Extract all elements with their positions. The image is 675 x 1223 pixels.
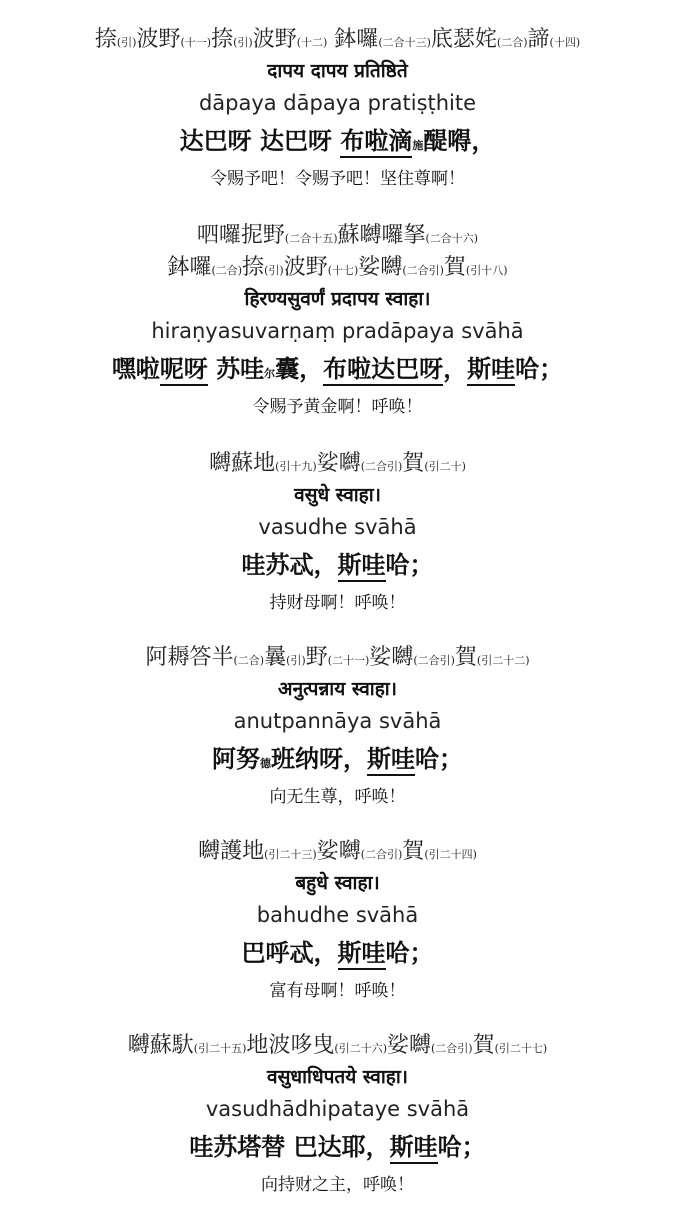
text-segment: 賀 (402, 451, 425, 476)
text-segment: 野 (305, 645, 328, 670)
small-annotation: (二合) (211, 264, 243, 277)
small-annotation: (十四) (549, 36, 581, 49)
mantra-stanza-3 (0, 448, 675, 620)
classical-chinese-line (0, 448, 675, 480)
small-annotation: (引十八) (465, 264, 508, 277)
small-annotation: (引) (264, 264, 284, 277)
romanized-line: anutpannāya svāhā (233, 709, 442, 733)
small-annotation: (二合引) (360, 848, 403, 861)
small-annotation: (引十九) (275, 460, 317, 473)
underlined-syllables: 呢呀 (160, 354, 208, 386)
underlined-syllables: 斯哇 (338, 550, 386, 582)
text-segment: 苏哇 (207, 354, 265, 383)
small-annotation: 德 (260, 757, 271, 770)
devanagari-line: बहुधे स्वाहा। (295, 872, 380, 894)
text-segment: 阿耨答半 (145, 645, 234, 670)
transcription-line (0, 932, 675, 974)
classical-chinese-line (0, 642, 675, 674)
text-segment: 娑嚩 (358, 255, 403, 280)
underlined-syllables: 布啦滴 (340, 126, 412, 158)
text-segment: 賀 (402, 839, 425, 864)
small-annotation: (二十一) (327, 654, 370, 667)
mantra-stanza-5 (0, 836, 675, 1008)
text-segment: 賀 (454, 645, 477, 670)
small-annotation: (十二) (296, 36, 328, 49)
small-annotation: (引) (116, 36, 137, 49)
small-annotation: (引二十六) (334, 1042, 387, 1055)
small-annotation: (引二十七) (494, 1042, 548, 1055)
small-annotation: (引二十二) (476, 654, 530, 667)
text-segment: 哈； (385, 938, 434, 967)
classical-chinese-line (0, 24, 675, 56)
text-segment: 捺 (94, 27, 117, 52)
text-segment: 嚩蘇馱 (127, 1033, 194, 1058)
underlined-syllables: 斯哇 (338, 938, 386, 970)
text-segment: 捺 (211, 27, 234, 52)
text-segment: 蘇嚩囉拏 (337, 223, 426, 248)
gloss-line: 持财母啊！呼唤！ (269, 593, 406, 613)
small-annotation: (引二十五) (193, 1042, 247, 1055)
text-segment: 娑嚩 (369, 645, 414, 670)
transcription-line (0, 544, 675, 586)
transcription-line (0, 738, 675, 780)
small-annotation: (十一) (180, 36, 212, 49)
classical-chinese-line (0, 220, 675, 252)
text-segment: 諦 (527, 27, 550, 52)
text-segment: 娑嚩 (387, 1033, 432, 1058)
mantra-stanza-1 (0, 24, 675, 196)
classical-chinese-line (0, 836, 675, 868)
small-annotation: (二合十三) (378, 36, 431, 49)
mantra-stanza-6 (0, 1030, 675, 1202)
text-segment: 呬囉抳野 (196, 223, 285, 248)
small-annotation: (引) (286, 654, 306, 667)
text-segment: 醍嘚， (423, 126, 496, 155)
romanized-line: vasudhe svāhā (258, 515, 417, 539)
small-annotation: (十七) (327, 264, 359, 277)
romanized-line: dāpaya dāpaya pratiṣṭhite (198, 91, 477, 115)
devanagari-line: अनुत्पन्नाय स्वाहा। (278, 678, 397, 700)
gloss-line: 富有母啊！呼唤！ (269, 981, 406, 1001)
gloss-line: 向无生尊，呼唤！ (269, 787, 406, 807)
small-annotation: (二合引) (413, 654, 455, 667)
text-segment: 波野 (283, 255, 328, 280)
text-segment: 鉢囉 (327, 27, 379, 52)
small-annotation: (引) (233, 36, 253, 49)
text-segment: 賀 (472, 1033, 495, 1058)
devanagari-line: वसुधे स्वाहा। (294, 484, 381, 506)
text-segment: 鉢囉 (167, 255, 212, 280)
devanagari-line: वसुधाधिपतये स्वाहा। (267, 1066, 408, 1088)
gloss-line: 令赐予吧！令赐予吧！坚住尊啊！ (210, 169, 465, 189)
small-annotation: 施 (412, 139, 424, 152)
text-segment: 娑嚩 (316, 451, 361, 476)
gloss-line: 令赐予黄金啊！呼唤！ (252, 397, 423, 417)
text-segment: 地波哆曳 (246, 1033, 335, 1058)
text-segment: 哈； (385, 550, 434, 579)
small-annotation: (引二十) (424, 460, 466, 473)
small-annotation: (二合) (496, 36, 528, 49)
text-segment: 囊， (275, 354, 324, 383)
text-segment: 嚩護地 (198, 839, 265, 864)
romanized-line: hiraṇyasuvarṇaṃ pradāpaya svāhā (151, 319, 524, 343)
text-segment: 捺 (242, 255, 265, 280)
devanagari-line: हिरण्यसुवर्णं प्रदापय स्वाहा। (244, 288, 431, 310)
text-segment: 曩 (264, 645, 287, 670)
text-segment: 哇苏塔替 巴达耶， (189, 1132, 390, 1161)
small-annotation: (二合十六) (425, 232, 479, 245)
underlined-syllables: 斯哇 (467, 354, 515, 386)
devanagari-line: दापय दापय प्रतिष्ठिते (267, 60, 408, 82)
text-segment: 賀 (443, 255, 466, 280)
small-annotation: (二合) (233, 654, 265, 667)
underlined-syllables: 斯哇 (367, 744, 415, 776)
transcription-line (0, 120, 675, 162)
small-annotation: (二合引) (360, 460, 403, 473)
text-segment: 巴呼忒， (241, 938, 338, 967)
transcription-line (0, 348, 675, 390)
mantra-stanza-2 (0, 220, 675, 424)
romanized-line: bahudhe svāhā (256, 903, 419, 927)
transcription-line (0, 1126, 675, 1168)
small-annotation: (引二十四) (424, 848, 477, 861)
classical-chinese-line-2 (0, 252, 675, 284)
text-segment: 波野 (136, 27, 181, 52)
text-segment: 阿努 (212, 744, 260, 773)
underlined-syllables: 布啦达巴呀 (323, 354, 443, 386)
text-segment: 波野 (252, 27, 297, 52)
small-annotation: (二合引) (431, 1042, 473, 1055)
romanized-line: vasudhādhipataye svāhā (205, 1097, 470, 1121)
small-annotation: (引二十三) (264, 848, 317, 861)
text-segment: 哈； (415, 744, 463, 773)
text-segment: 哈； (515, 354, 564, 383)
text-segment: 达巴呀 达巴呀 (179, 126, 341, 155)
text-segment: 嚩蘇地 (209, 451, 276, 476)
small-annotation: 尔 (264, 367, 276, 380)
mantra-stanza-4 (0, 642, 675, 814)
text-segment: 底瑟姹 (430, 27, 497, 52)
text-segment: 哈； (437, 1132, 486, 1161)
text-segment: 嘿啦 (111, 354, 160, 383)
text-segment: 哇苏忒， (241, 550, 338, 579)
classical-chinese-line (0, 1030, 675, 1062)
text-segment: 班纳呀， (271, 744, 367, 773)
text-segment: ， (443, 354, 468, 383)
small-annotation: (二合十五) (284, 232, 338, 245)
gloss-line: 向持财之主，呼唤！ (261, 1175, 414, 1195)
small-annotation: (二合引) (402, 264, 444, 277)
text-segment: 娑嚩 (316, 839, 361, 864)
underlined-syllables: 斯哇 (390, 1132, 438, 1164)
